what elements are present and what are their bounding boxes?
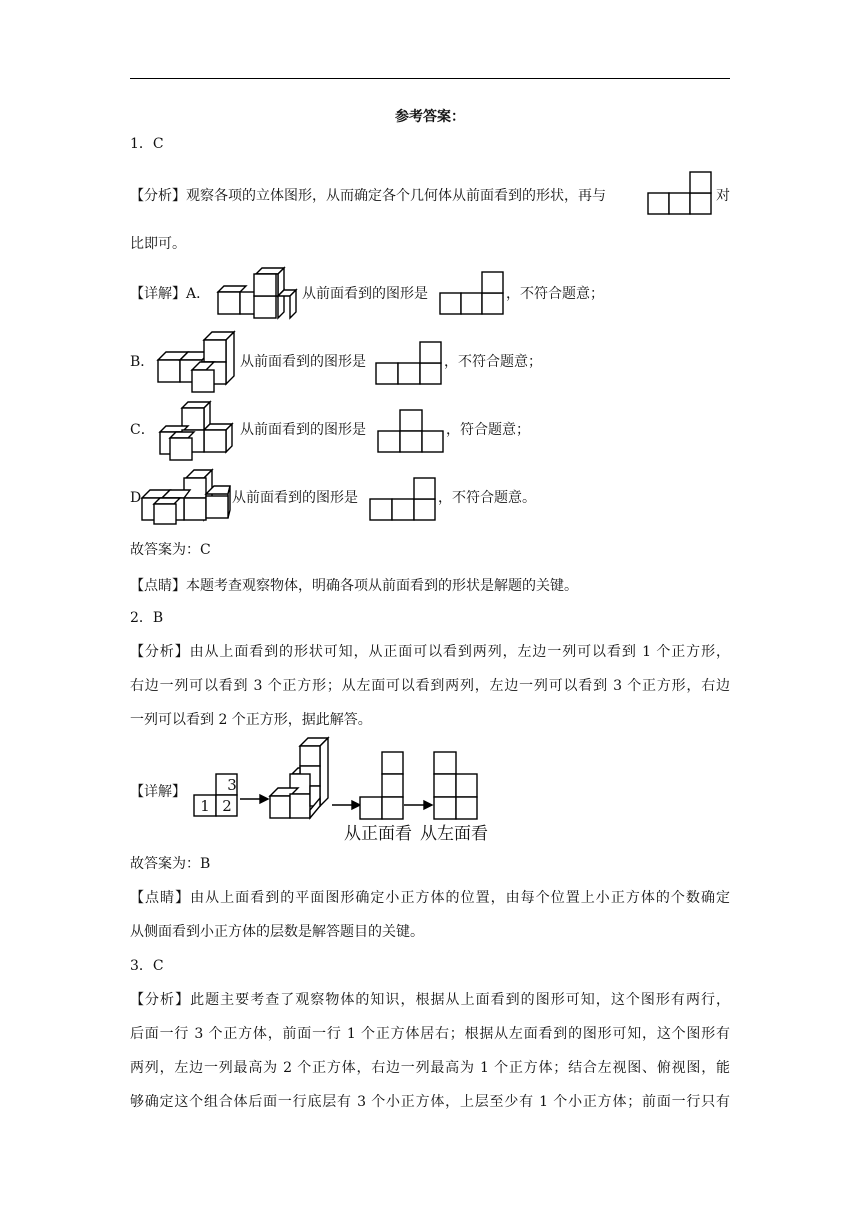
arrow-icon — [404, 800, 432, 810]
q1-analysis-dui: 对 — [716, 188, 730, 204]
option-c-label: C． — [130, 422, 155, 438]
page-title: 参考答案： — [395, 109, 465, 125]
q2-comment-line1: 【点睛】由从上面看到的平面图形确定小正方体的位置，由每个位置上小正方体的个数确定 — [130, 890, 730, 906]
q1-detail-prefix: 【详解】A． — [130, 286, 211, 302]
grid-number-1: 1 — [200, 797, 210, 815]
q1-comment: 【点睛】本题考查观察物体，明确各项从前面看到的形状是解题的关键。 — [130, 578, 578, 594]
q2-analysis-line2: 右边一列可以看到 3 个正方形；从左面可以看到两列，左边一列可以看到 3 个正方形，右边 — [130, 678, 730, 694]
option-b-front-view — [376, 342, 442, 384]
q1-answer: 故答案为：C — [130, 542, 211, 558]
grid-number-3: 3 — [227, 776, 237, 794]
q3-analysis-line3: 两列，左边一列最高为 2 个正方体，右边一列最高为 1 个正方体；结合左视图、俯视图，能 — [130, 1060, 730, 1076]
q2-analysis-line1: 【分析】由从上面看到的形状可知，从正面可以看到两列，左边一列可以看到 1 个正方形， — [130, 644, 730, 660]
option-c-result: ，符合题意； — [446, 422, 530, 438]
caption-left-view: 从左面看 — [420, 824, 488, 844]
q3-analysis-line4: 够确定这个组合体后面一行底层有 3 个小正方体，上层至少有 1 个小正方体；前面一行只有 — [130, 1094, 730, 1110]
option-d-label: D — [130, 490, 142, 506]
option-d-result: ，不符合题意。 — [438, 490, 536, 506]
q1-analysis-line1: 【分析】观察各项的立体图形，从而确定各个几何体从前面看到的形状，再与 — [130, 188, 606, 204]
option-b-label: B． — [130, 354, 155, 370]
q2-left-view-figure — [434, 752, 478, 820]
q2-comment-line2: 从侧面看到小正方体的层数是解答题目的关键。 — [130, 924, 424, 940]
option-d-seen-text: 从前面看到的图形是 — [232, 490, 358, 506]
q3-analysis-line1: 【分析】此题主要考查了观察物体的知识，根据从上面看到的图形可知，这个图形有两行， — [130, 992, 730, 1008]
q2-analysis-line3: 一列可以看到 2 个正方形，据此解答。 — [130, 712, 372, 728]
option-b-seen-text: 从前面看到的图形是 — [240, 354, 366, 370]
option-a-seen-text: 从前面看到的图形是 — [302, 286, 428, 302]
option-a-front-view — [440, 272, 504, 314]
option-b-solid-figure — [158, 332, 238, 392]
q1-analysis-line2: 比即可。 — [130, 236, 186, 252]
option-c-seen-text: 从前面看到的图形是 — [240, 422, 366, 438]
q2-solid-figure — [270, 738, 332, 820]
option-b-result: ，不符合题意； — [444, 354, 542, 370]
q3-analysis-line2: 后面一行 3 个正方体，前面一行 1 个正方体居右；根据从左面看到的图形可知，这个图形有 — [130, 1026, 730, 1042]
arrow-icon — [332, 800, 360, 810]
q2-front-view-figure — [360, 752, 404, 820]
option-a-solid-figure — [218, 268, 300, 324]
option-d-solid-figure — [140, 470, 232, 526]
arrow-icon — [240, 794, 268, 804]
q2-number: 2．B — [130, 610, 164, 626]
q3-number: 3．C — [130, 958, 164, 974]
q2-answer: 故答案为：B — [130, 856, 211, 872]
q1-target-view-figure — [648, 172, 712, 214]
caption-front-view: 从正面看 — [344, 824, 412, 844]
q2-detail-prefix: 【详解】 — [130, 784, 186, 800]
q1-number: 1．C — [130, 136, 164, 152]
header-rule — [130, 78, 730, 79]
option-d-front-view — [370, 478, 436, 520]
grid-number-2: 2 — [222, 797, 232, 815]
option-a-result: ，不符合题意； — [506, 286, 604, 302]
option-c-front-view — [378, 410, 444, 452]
option-c-solid-figure — [158, 400, 238, 462]
